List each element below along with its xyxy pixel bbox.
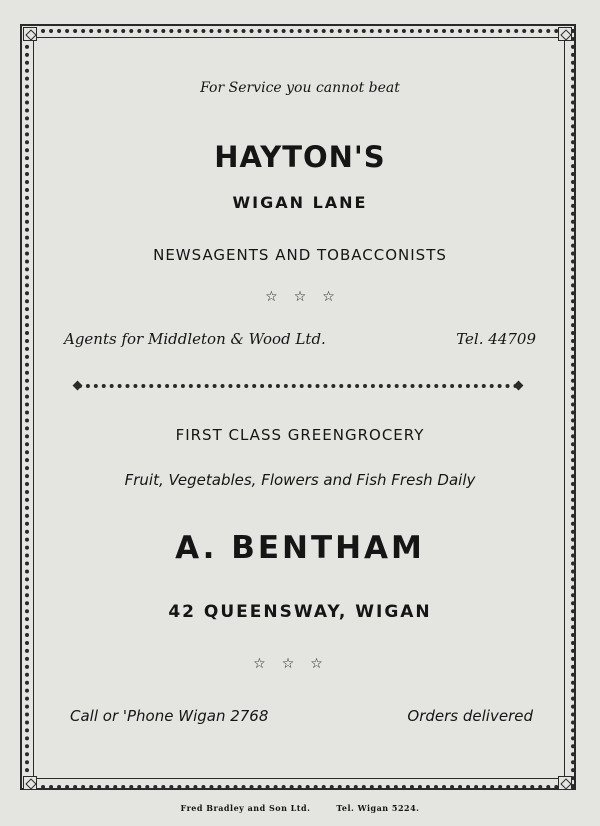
orders-delivered: Orders delivered xyxy=(407,707,533,725)
star-ornament-icon: ☆☆☆ xyxy=(265,289,351,305)
printer-name: Fred Bradley and Son Ltd. xyxy=(180,803,311,813)
shop-street: WIGAN LANE xyxy=(232,193,368,212)
star-ornament-icon: ☆☆☆ xyxy=(253,656,339,672)
telephone-number: Tel. 44709 xyxy=(456,330,536,348)
produce-line: Fruit, Vegetables, Flowers and Fish Fresh Daily xyxy=(124,471,476,489)
greengrocery-heading: FIRST CLASS GREENGROCERY xyxy=(175,426,425,444)
agents-line: Agents for Middleton & Wood Ltd. xyxy=(64,330,326,348)
shop-trade: NEWSAGENTS AND TOBACCONISTS xyxy=(153,246,447,264)
shop-name-haytons: HAYTON'S xyxy=(214,140,386,174)
shop-name-bentham: A. BENTHAM xyxy=(175,530,425,566)
corner-ornament-bottom-right xyxy=(558,776,572,790)
corner-ornament-top-left xyxy=(23,27,37,41)
call-phone-line: Call or 'Phone Wigan 2768 xyxy=(70,707,269,725)
printer-imprint xyxy=(0,803,600,813)
corner-ornament-bottom-left xyxy=(23,776,37,790)
corner-ornament-top-right xyxy=(558,27,572,41)
printer-telephone: Tel. Wigan 5224. xyxy=(336,803,420,813)
tagline: For Service you cannot beat xyxy=(200,80,400,96)
dotted-divider xyxy=(78,384,518,388)
shop-address: 42 QUEENSWAY, WIGAN xyxy=(168,602,432,622)
